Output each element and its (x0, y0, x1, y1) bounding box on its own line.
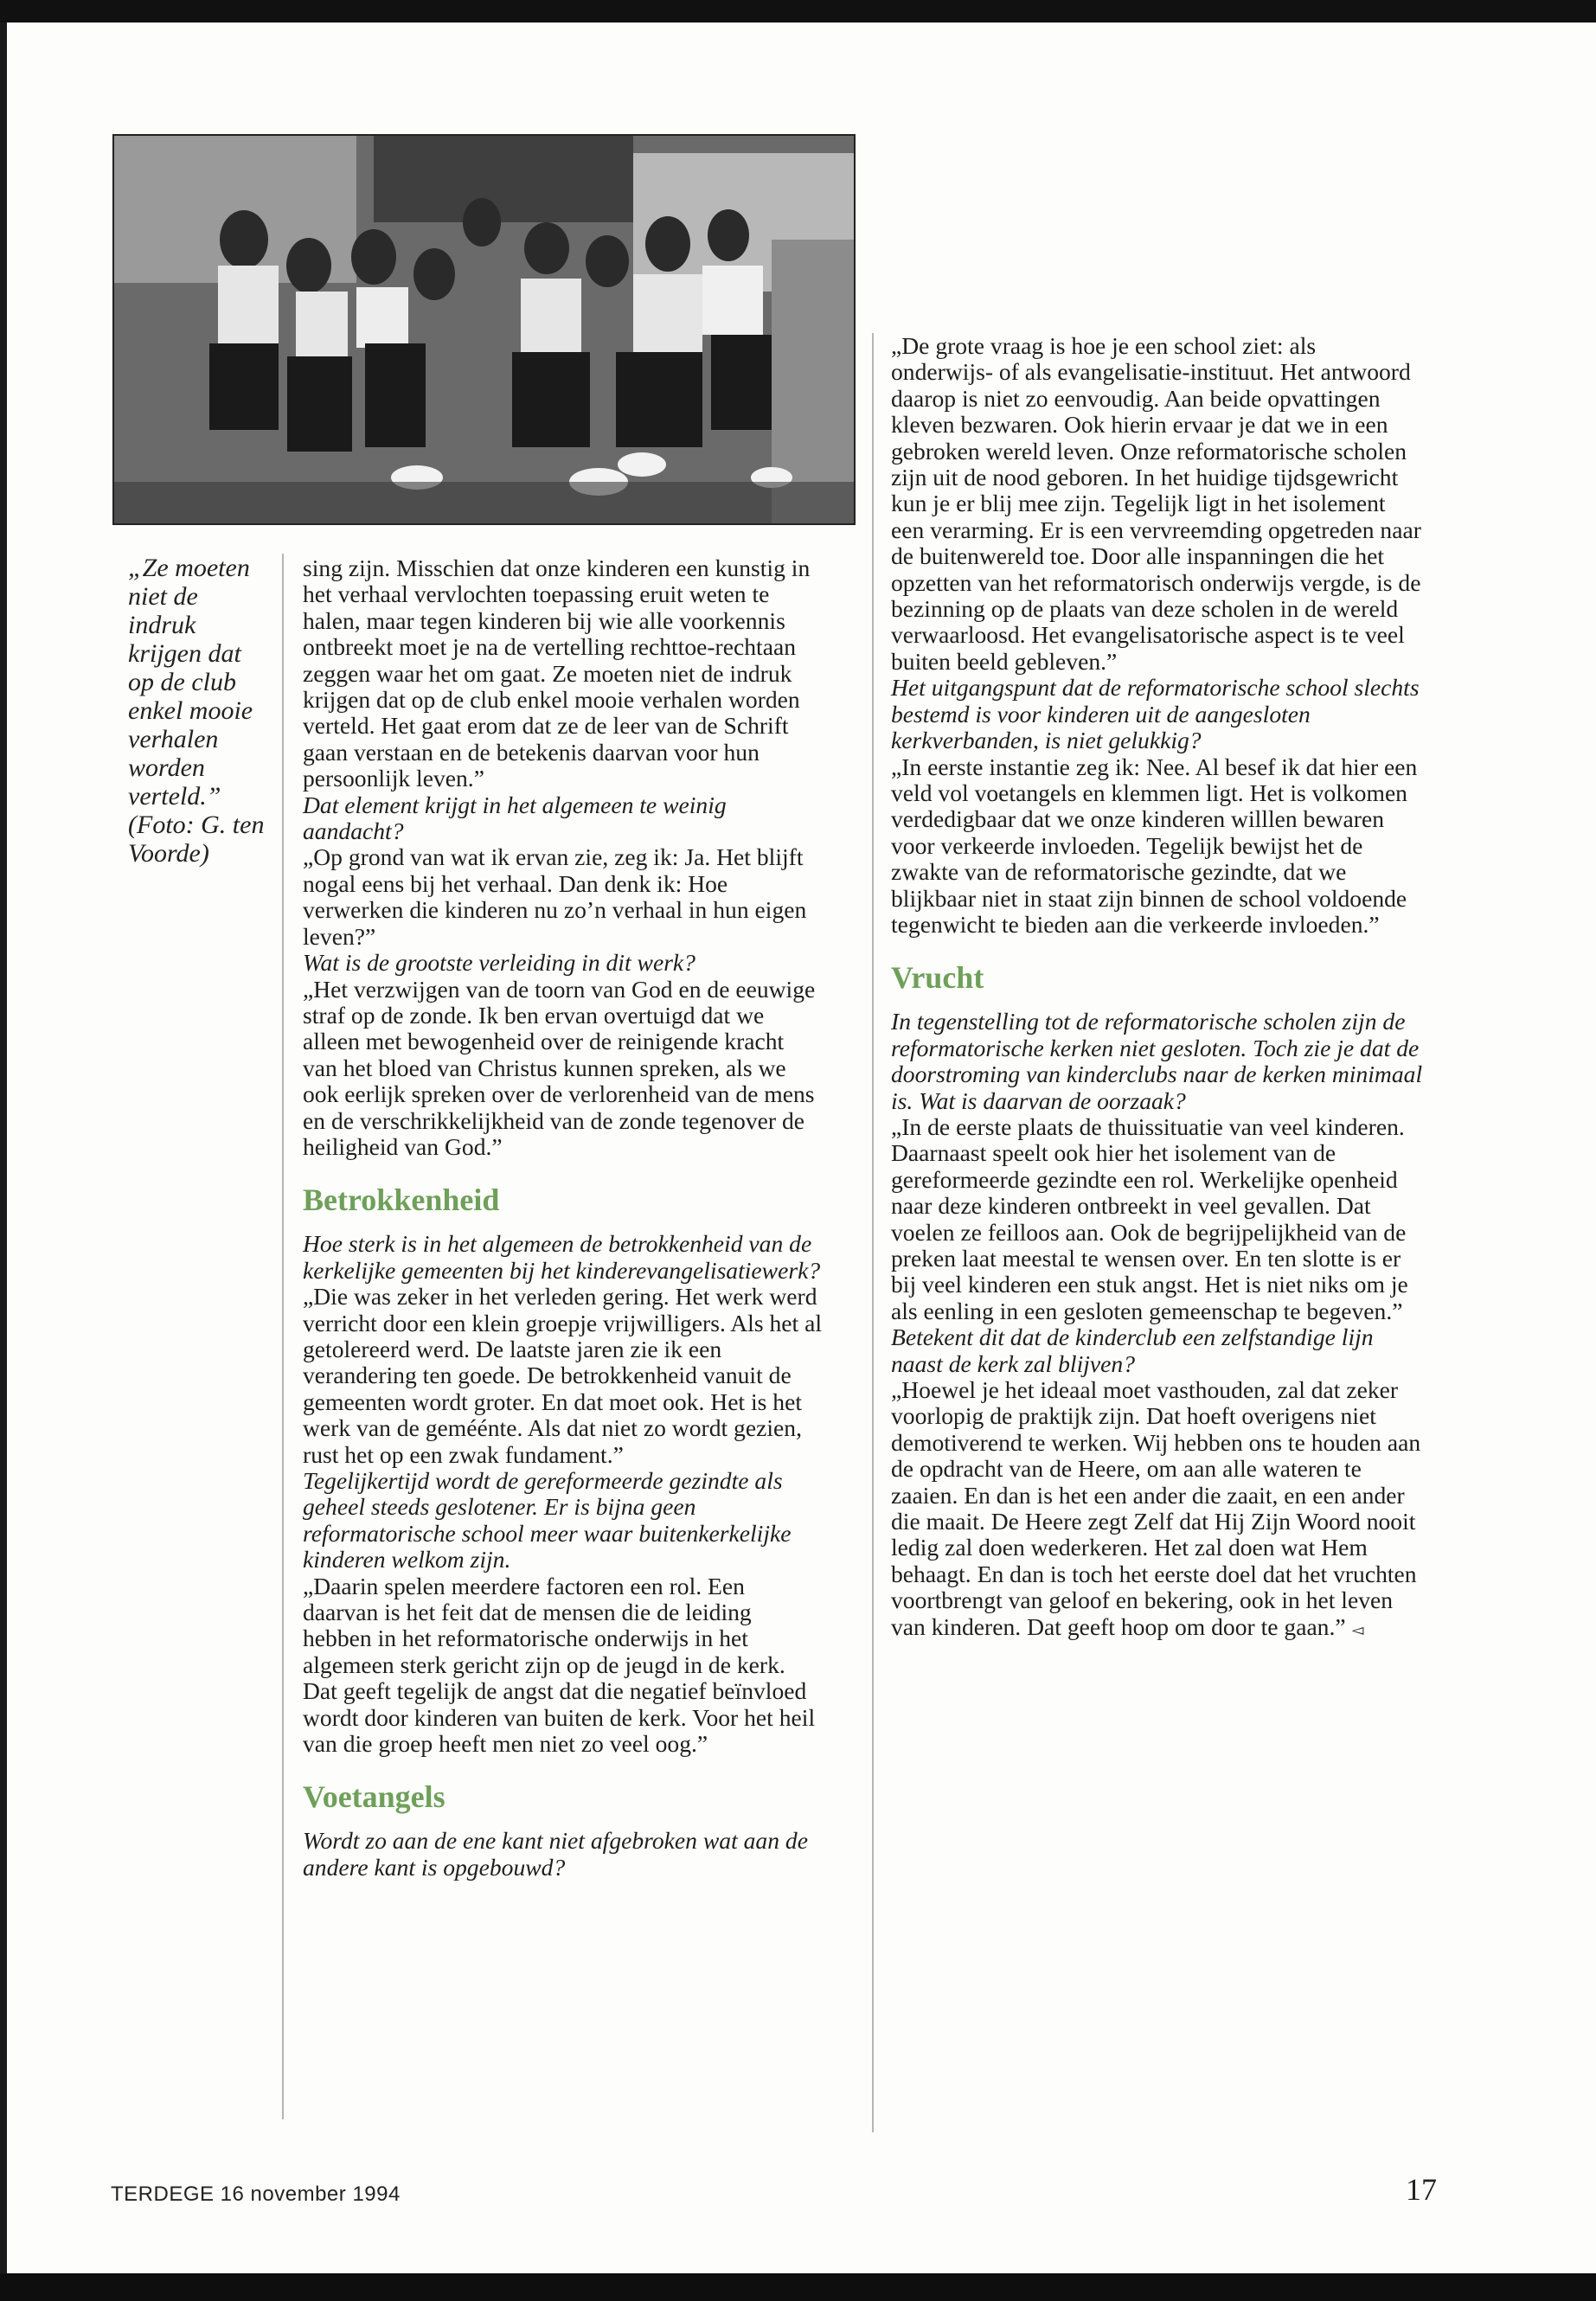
interview-answer: „Op grond van wat ik ervan zie, zeg ik: Ja. Het blijft nogal eens bij het verhaal. Dan denk ik: Hoe verwerken die kinderen nu zo’n verhaal in hun eigen leven?” (303, 843, 807, 950)
interview-answer: „Daarin spelen meerdere factoren een rol. Een daarvan is het feit dat de mensen die de leiding hebben in het reformatorische onderwijs in het algemeen sterk gericht zijn op de jeugd in de kerk. Dat geeft tegelijk de angst dat die negatief beïnvloed wordt door kinderen van buiten de kerk. Voor het heil van die groep heeft men niet zo veel oog.” (303, 1572, 816, 1758)
interview-answer: „In eerste instantie zeg ik: Nee. Al besef ik dat hier een veld vol voetangels en klemmen ligt. Het is volkomen verdedigbaar dat we onze kinderen willlen bewaren voor verkeerde invloeden. Tegelijk bewijst het de zwakte van de reformatorische gezindte, dat we blijkbaar niet in staat zijn binnen de school voldoende tegenwicht te bieden aan die verkeerde invloeden.” (891, 753, 1418, 938)
publication-footer: TERDEGE 16 november 1994 (111, 2182, 401, 2206)
left-scan-edge (0, 22, 7, 2284)
interview-answer: sing zijn. Misschien dat onze kinderen een kunstig in het verhaal vervlochten toepassing eruit weten te halen, maar tegen kinderen bij wie alle voorkennis ontbreekt moet je na de vertelling rechttoe-rechtaan zeggen waar het om gaat. Ze moeten niet de indruk krijgen dat op de club enkel mooie verhalen worden verteld. Het gaat erom dat ze de leer van de Schrift gaan verstaan en de betekenis daarvan voor hun persoonlijk leven.” (303, 554, 811, 792)
interview-answer: „Hoewel je het ideaal moet vasthouden, zal dat zeker voorlopig de praktijk zijn. Dat hoeft overigens niet demotiverend te werken. Wij hebben ons te houden aan de opdracht van de Heere, om aan alle wateren te zaaien. En dan is het een ander die zaait, en een ander die maait. De Heere zegt Zelf dat Hij Zijn Woord nooit ledig zal doen wederkeren. Het zal doen wat Hem behaagt. En dan is toch het eerste doel dat het vruchten voortbrengt van geloof en bekering, ook in het leven van kinderen. Dat geeft hoop om door te gaan.” ◅ (891, 1376, 1421, 1640)
photo-caption (128, 554, 266, 868)
interview-question: In tegenstelling tot de reformatorische scholen zijn de reformatorische kerken niet gesloten. Toch zie je dat de doorstroming van kinderclubs naar de kerken minimaal is. Wat is daarvan de oorzaak? (891, 1008, 1423, 1114)
interview-question: Wat is de grootste verleiding in dit werk? (303, 949, 695, 977)
bottom-border (0, 2273, 1596, 2301)
children-photo-image (114, 136, 854, 523)
section-heading: Betrokkenheid (303, 1183, 500, 1218)
interview-question: Het uitgangspunt dat de reformatorische school slechts bestemd is voor kinderen uit de aangesloten kerkverbanden, is niet gelukkig? (891, 674, 1420, 754)
photo-caption-text: „Ze moeten niet de indruk krijgen dat op de club enkel mooie verhalen worden verteld.” (Foto: G. ten Voorde) (128, 554, 265, 868)
right-column (891, 333, 1424, 1643)
section-heading: Voetangels (303, 1779, 445, 1815)
column-divider (282, 554, 284, 2119)
interview-answer: „Die was zeker in het verleden gering. Het werk werd verricht door een klein groepje vrijwilligers. Als het al getolereerd werd. De laatste jaren zie ik een verandering ten goede. De betrokkenheid vanuit de gemeenten wordt groter. En dat moet ook. Het is het werk van de geméénte. Als dat niet zo wordt gezien, rust het op een zwak fundament.” (303, 1283, 822, 1468)
section-heading: Vrucht (891, 960, 984, 996)
interview-answer: „Het verzwijgen van de toorn van God en de eeuwige straf op de zonde. Ik ben ervan overtuigd dat we alleen met bewogenheid over de reinigende kracht van het bloed van Christus kunnen spreken, als we ook eerlijk spreken over de verlorenheid van de mens en de verschrikkelijkheid van de zonde tegenover de heiligheid van God.” (303, 975, 816, 1160)
interview-question: Hoe sterk is in het algemeen de betrokkenheid van de kerkelijke gemeenten bij het kinderevangelisatiewerk? (303, 1230, 821, 1284)
interview-answer: „In de eerste plaats de thuissituatie van veel kinderen. Daarnaast speelt ook hier het isolement van de gereformeerde gezindte een rol. Werkelijke openheid naar deze kinderen ontbreekt in veel gevallen. Dat voelen ze feilloos aan. Ook de begrijpelijkheid van de preken laat meestal te wensen over. En ten slotte is er bij veel kinderen een stuk angst. Het is niet niks om je als eenling in een gesloten gemeenschap te begeven.” (891, 1112, 1408, 1324)
group-photo (112, 134, 856, 525)
middle-column (303, 555, 822, 1881)
interview-question: Betekent dit dat de kinderclub een zelfstandige lijn naast de kerk zal blijven? (891, 1324, 1374, 1377)
page-number: 17 (1406, 2172, 1437, 2207)
interview-answer: „De grote vraag is hoe je een school ziet: als onderwijs- of als evangelisatie-instituut. Het antwoord daarop is niet zo eenvoudig. Aan beide opvattingen kleven bezwaren. Ook hierin ervaar je dat we in een gebroken wereld leven. Onze reformatorische scholen zijn uit de nood geboren. In het huidige tijdsgewricht kun je er blij mee zijn. Tegelijk ligt in het isolement een verarming. Er is een vervreemding opgetreden naar de buitenwereld toe. Door alle inspanningen die het opzetten van het reformatorisch onderwijs vergde, is de bezinning op de plaats van deze scholen in de wereld verwaarloosd. Het evangelisatorische aspect is te veel buiten beeld gebleven.” (891, 332, 1421, 675)
interview-question: Wordt zo aan de ene kant niet afgebroken wat aan de andere kant is opgebouwd? (303, 1827, 808, 1881)
column-divider (872, 333, 874, 2132)
top-border (0, 0, 1596, 22)
interview-question: Tegelijkertijd wordt de gereformeerde gezindte als geheel steeds geslotener. Er is bijna geen reformatorische school meer waar buitenkerkelijke kinderen welkom zijn. (303, 1467, 792, 1574)
end-of-article-mark: ◅ (1351, 1620, 1364, 1638)
interview-question: Dat element krijgt in het algemeen te weinig aandacht? (303, 791, 727, 845)
